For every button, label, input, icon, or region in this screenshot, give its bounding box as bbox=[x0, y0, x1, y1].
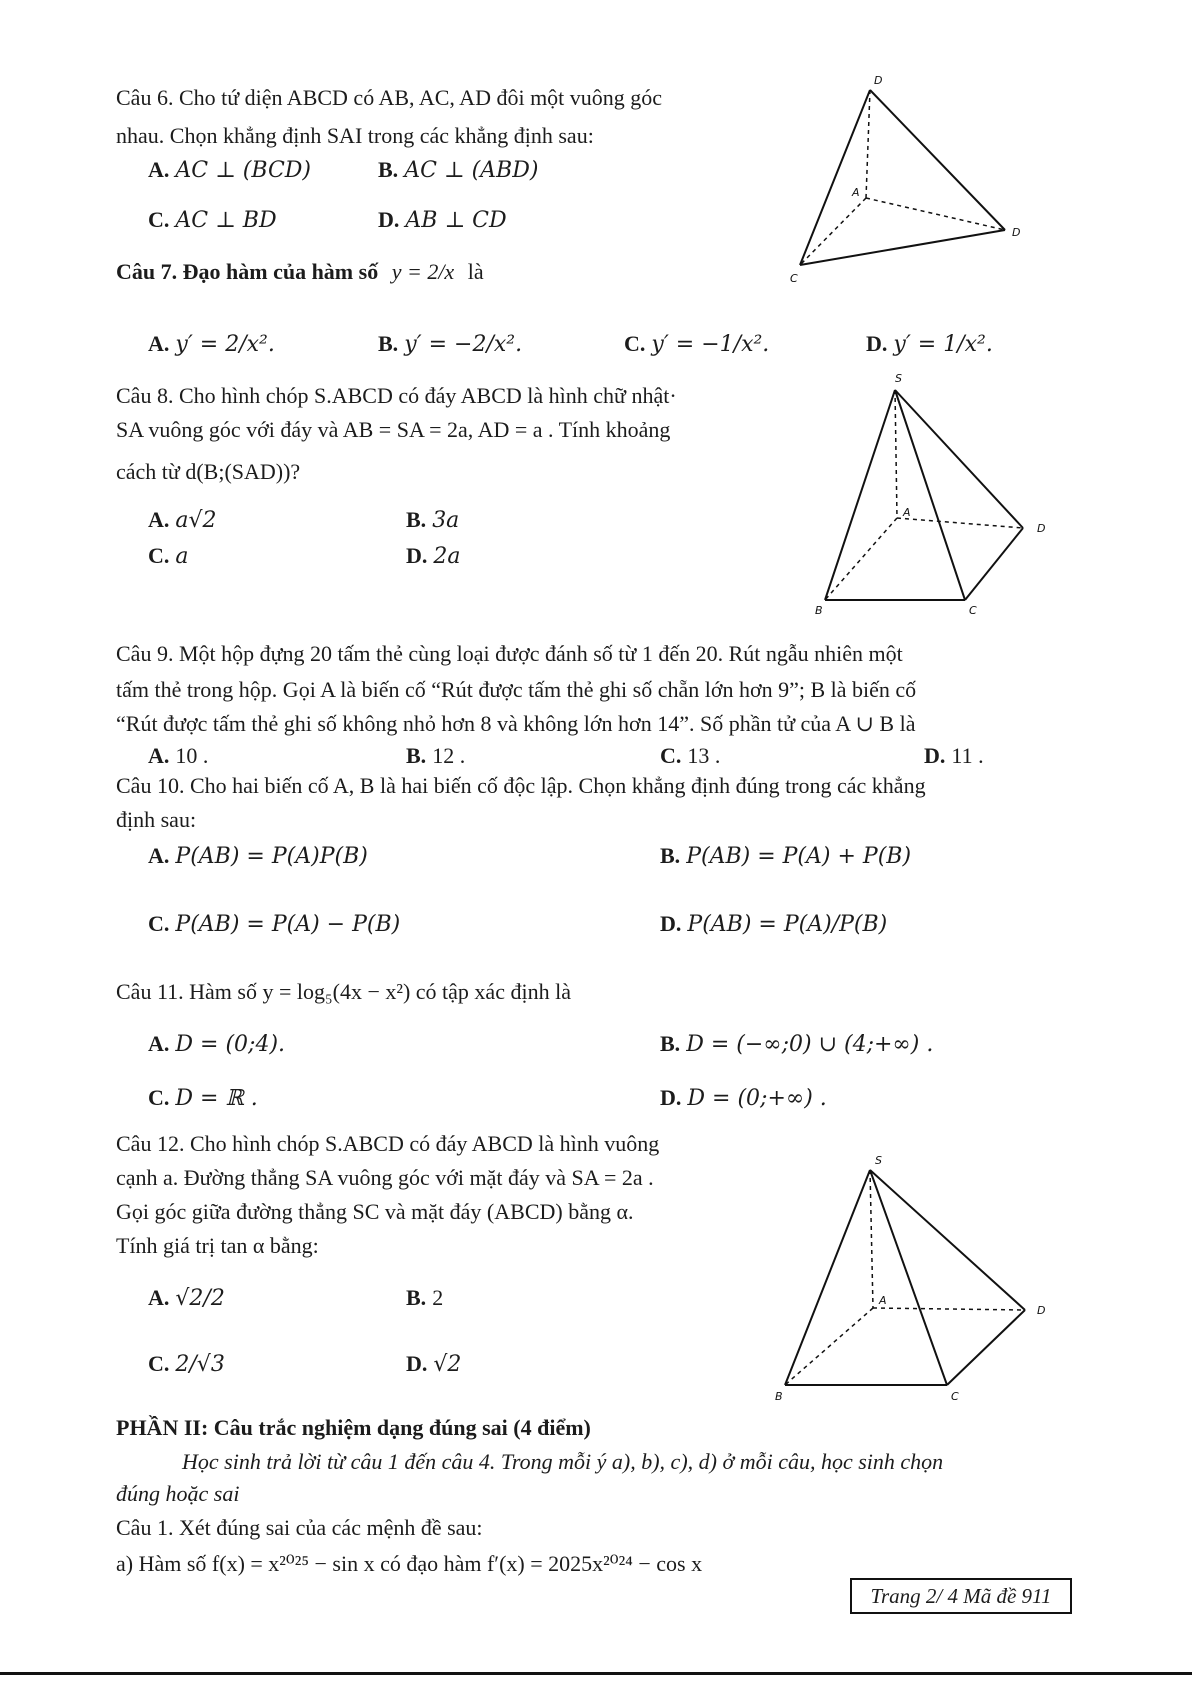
option-label: D. bbox=[406, 543, 428, 568]
part2-heading: PHẦN II: Câu trắc nghiệm dạng đúng sai (4 điểm) bbox=[116, 1415, 591, 1440]
option-label: D. bbox=[866, 331, 888, 356]
part2-question1-a: a) Hàm số f(x) = x²⁰²⁵ − sin x có đạo hàm f′(x) = 2025x²⁰²⁴ − cos x bbox=[116, 1551, 703, 1576]
q9-option-c[interactable] bbox=[660, 742, 720, 770]
option-label: A. bbox=[148, 1031, 170, 1056]
q9-option-b[interactable] bbox=[406, 742, 465, 770]
option-label: C. bbox=[148, 543, 170, 568]
label-S: S bbox=[895, 372, 902, 385]
q10-option-a[interactable] bbox=[148, 842, 368, 871]
option-label: B. bbox=[406, 743, 427, 768]
option-text: 3a bbox=[432, 508, 460, 533]
label-A: A bbox=[879, 1294, 887, 1307]
option-text: √2/2 bbox=[175, 1286, 225, 1311]
label-top: D bbox=[874, 74, 883, 87]
option-text: 11 . bbox=[951, 743, 984, 768]
part2-question1: Câu 1. Xét đúng sai của các mệnh đề sau: bbox=[116, 1515, 483, 1540]
option-label: A. bbox=[148, 743, 170, 768]
q8-line1: Câu 8. Cho hình chóp S.ABCD có đáy ABCD là hình chữ nhật· bbox=[116, 383, 677, 408]
option-text: 2 bbox=[432, 1285, 444, 1310]
q7-suffix: là bbox=[467, 259, 484, 284]
q9-option-a[interactable] bbox=[148, 742, 208, 770]
q6-tetrahedron-figure bbox=[790, 70, 1030, 290]
option-text: 10 . bbox=[175, 743, 209, 768]
option-label: D. bbox=[660, 911, 682, 936]
option-text: y′ = −1/x². bbox=[651, 332, 770, 357]
q7-option-d[interactable] bbox=[866, 330, 993, 359]
option-label: C. bbox=[148, 1085, 170, 1110]
label-D: D bbox=[1037, 1304, 1046, 1317]
q12-option-a[interactable] bbox=[148, 1284, 225, 1313]
label-S: S bbox=[875, 1154, 882, 1167]
option-text: P(AB) = P(A) − P(B) bbox=[175, 912, 401, 937]
part2-instruction-line2: đúng hoặc sai bbox=[116, 1481, 240, 1506]
option-text: 2a bbox=[433, 544, 461, 569]
q8-option-d[interactable] bbox=[406, 542, 461, 571]
q6-option-d[interactable] bbox=[378, 206, 507, 235]
q7-option-b[interactable] bbox=[378, 330, 522, 359]
option-text: 2/√3 bbox=[175, 1352, 225, 1377]
option-label: B. bbox=[378, 331, 399, 356]
q12-option-c[interactable] bbox=[148, 1350, 225, 1379]
option-text: a bbox=[175, 544, 189, 569]
q8-line2: SA vuông góc với đáy và AB = SA = 2a, AD = a . Tính khoảng bbox=[116, 417, 671, 442]
q9-option-d[interactable] bbox=[924, 742, 984, 770]
q8-option-a[interactable] bbox=[148, 506, 217, 535]
option-label: B. bbox=[378, 157, 399, 182]
page-footer: Trang 2/ 4 Mã đề 911 bbox=[850, 1578, 1072, 1614]
option-text: D = (0;+∞) . bbox=[687, 1086, 827, 1111]
option-text: P(AB) = P(A)P(B) bbox=[175, 844, 368, 869]
q11-option-b[interactable] bbox=[660, 1030, 933, 1059]
option-label: B. bbox=[406, 1285, 427, 1310]
label-C: C bbox=[951, 1390, 959, 1403]
q11-option-a[interactable] bbox=[148, 1030, 285, 1059]
q8-option-b[interactable] bbox=[406, 506, 459, 535]
option-text: AC ⊥ (BCD) bbox=[175, 158, 311, 183]
label-B: B bbox=[815, 604, 823, 617]
label-C: C bbox=[969, 604, 977, 617]
option-label: D. bbox=[924, 743, 946, 768]
option-text: AC ⊥ (ABD) bbox=[404, 158, 539, 183]
option-text: y′ = −2/x². bbox=[404, 332, 523, 357]
q9-line3: “Rút được tấm thẻ ghi số không nhỏ hơn 8 và không lớn hơn 14”. Số phần tử của A ∪ B là bbox=[116, 711, 916, 736]
q7-stem bbox=[116, 258, 484, 286]
q11-line1: Câu 11. Hàm số y = log₅(4x − x²) có tập xác định là bbox=[116, 979, 571, 1004]
q12-line4: Tính giá trị tan α bằng: bbox=[116, 1233, 319, 1258]
option-text: AB ⊥ CD bbox=[405, 208, 507, 233]
option-text: 12 . bbox=[432, 743, 466, 768]
label-left: C bbox=[790, 272, 798, 285]
option-text: y′ = 2/x². bbox=[175, 332, 275, 357]
q10-option-d[interactable] bbox=[660, 910, 887, 939]
label-mid: A bbox=[852, 186, 860, 199]
label-right: D bbox=[1012, 226, 1021, 239]
option-text: AC ⊥ BD bbox=[175, 208, 277, 233]
option-label: D. bbox=[378, 207, 400, 232]
option-label: C. bbox=[660, 743, 682, 768]
option-text: D = ℝ . bbox=[175, 1086, 258, 1111]
q7-formula: y = 2/x bbox=[391, 259, 455, 284]
option-text: √2 bbox=[433, 1352, 462, 1377]
option-label: C. bbox=[624, 331, 646, 356]
option-label: C. bbox=[148, 207, 170, 232]
q7-prefix: Câu 7. Đạo hàm của hàm số bbox=[116, 259, 379, 284]
q10-option-c[interactable] bbox=[148, 910, 400, 939]
q10-line2: định sau: bbox=[116, 807, 197, 832]
q6-option-a[interactable] bbox=[148, 156, 311, 185]
q12-option-b[interactable] bbox=[406, 1284, 443, 1312]
option-label: B. bbox=[406, 507, 427, 532]
option-text: y′ = 1/x². bbox=[893, 332, 993, 357]
q9-line1: Câu 9. Một hộp đựng 20 tấm thẻ cùng loại được đánh số từ 1 đến 20. Rút ngẫu nhiên một bbox=[116, 641, 903, 666]
bottom-divider bbox=[0, 1672, 1192, 1675]
option-label: A. bbox=[148, 1285, 170, 1310]
option-label: D. bbox=[660, 1085, 682, 1110]
option-text: 13 . bbox=[687, 743, 721, 768]
option-label: C. bbox=[148, 911, 170, 936]
part2-instruction-line1: Học sinh trả lời từ câu 1 đến câu 4. Trong mỗi ý a), b), c), d) ở mỗi câu, học sinh chọn bbox=[182, 1449, 944, 1474]
q7-option-a[interactable] bbox=[148, 330, 275, 359]
q8-line3: cách từ d(B;(SAD))? bbox=[116, 459, 301, 484]
q12-option-d[interactable] bbox=[406, 1350, 461, 1379]
option-text: D = (−∞;0) ∪ (4;+∞) . bbox=[686, 1032, 934, 1057]
q9-line2: tấm thẻ trong hộp. Gọi A là biến cố “Rút được tấm thẻ ghi số chẵn lớn hơn 9”; B là biến cố bbox=[116, 677, 917, 702]
option-label: A. bbox=[148, 507, 170, 532]
option-text: a√2 bbox=[175, 508, 217, 533]
q8-pyramid-figure bbox=[815, 368, 1075, 618]
q12-line2: cạnh a. Đường thẳng SA vuông góc với mặt đáy và SA = 2a . bbox=[116, 1165, 654, 1190]
q12-line1: Câu 12. Cho hình chóp S.ABCD có đáy ABCD là hình vuông bbox=[116, 1131, 660, 1156]
option-label: A. bbox=[148, 843, 170, 868]
q6-line2: nhau. Chọn khẳng định SAI trong các khẳng định sau: bbox=[116, 123, 594, 148]
label-A: A bbox=[903, 506, 911, 519]
option-text: P(AB) = P(A) + P(B) bbox=[686, 844, 912, 869]
q6-option-c[interactable] bbox=[148, 206, 277, 235]
q10-line1: Câu 10. Cho hai biến cố A, B là hai biến cố độc lập. Chọn khẳng định đúng trong các khẳng bbox=[116, 773, 926, 798]
q12-pyramid-figure bbox=[775, 1150, 1055, 1405]
option-label: A. bbox=[148, 157, 170, 182]
q6-option-b[interactable] bbox=[378, 156, 538, 185]
option-label: B. bbox=[660, 843, 681, 868]
option-label: C. bbox=[148, 1351, 170, 1376]
label-B: B bbox=[775, 1390, 783, 1403]
q11-option-c[interactable] bbox=[148, 1084, 258, 1113]
option-label: A. bbox=[148, 331, 170, 356]
option-text: P(AB) = P(A)/P(B) bbox=[687, 912, 888, 937]
q6-line1: Câu 6. Cho tứ diện ABCD có AB, AC, AD đôi một vuông góc bbox=[116, 85, 663, 110]
option-label: B. bbox=[660, 1031, 681, 1056]
label-D: D bbox=[1037, 522, 1046, 535]
option-label: D. bbox=[406, 1351, 428, 1376]
q11-option-d[interactable] bbox=[660, 1084, 827, 1113]
q8-option-c[interactable] bbox=[148, 542, 189, 571]
q7-option-c[interactable] bbox=[624, 330, 769, 359]
q12-line3: Gọi góc giữa đường thẳng SC và mặt đáy (ABCD) bằng α. bbox=[116, 1199, 634, 1224]
option-text: D = (0;4). bbox=[175, 1032, 286, 1057]
q10-option-b[interactable] bbox=[660, 842, 911, 871]
